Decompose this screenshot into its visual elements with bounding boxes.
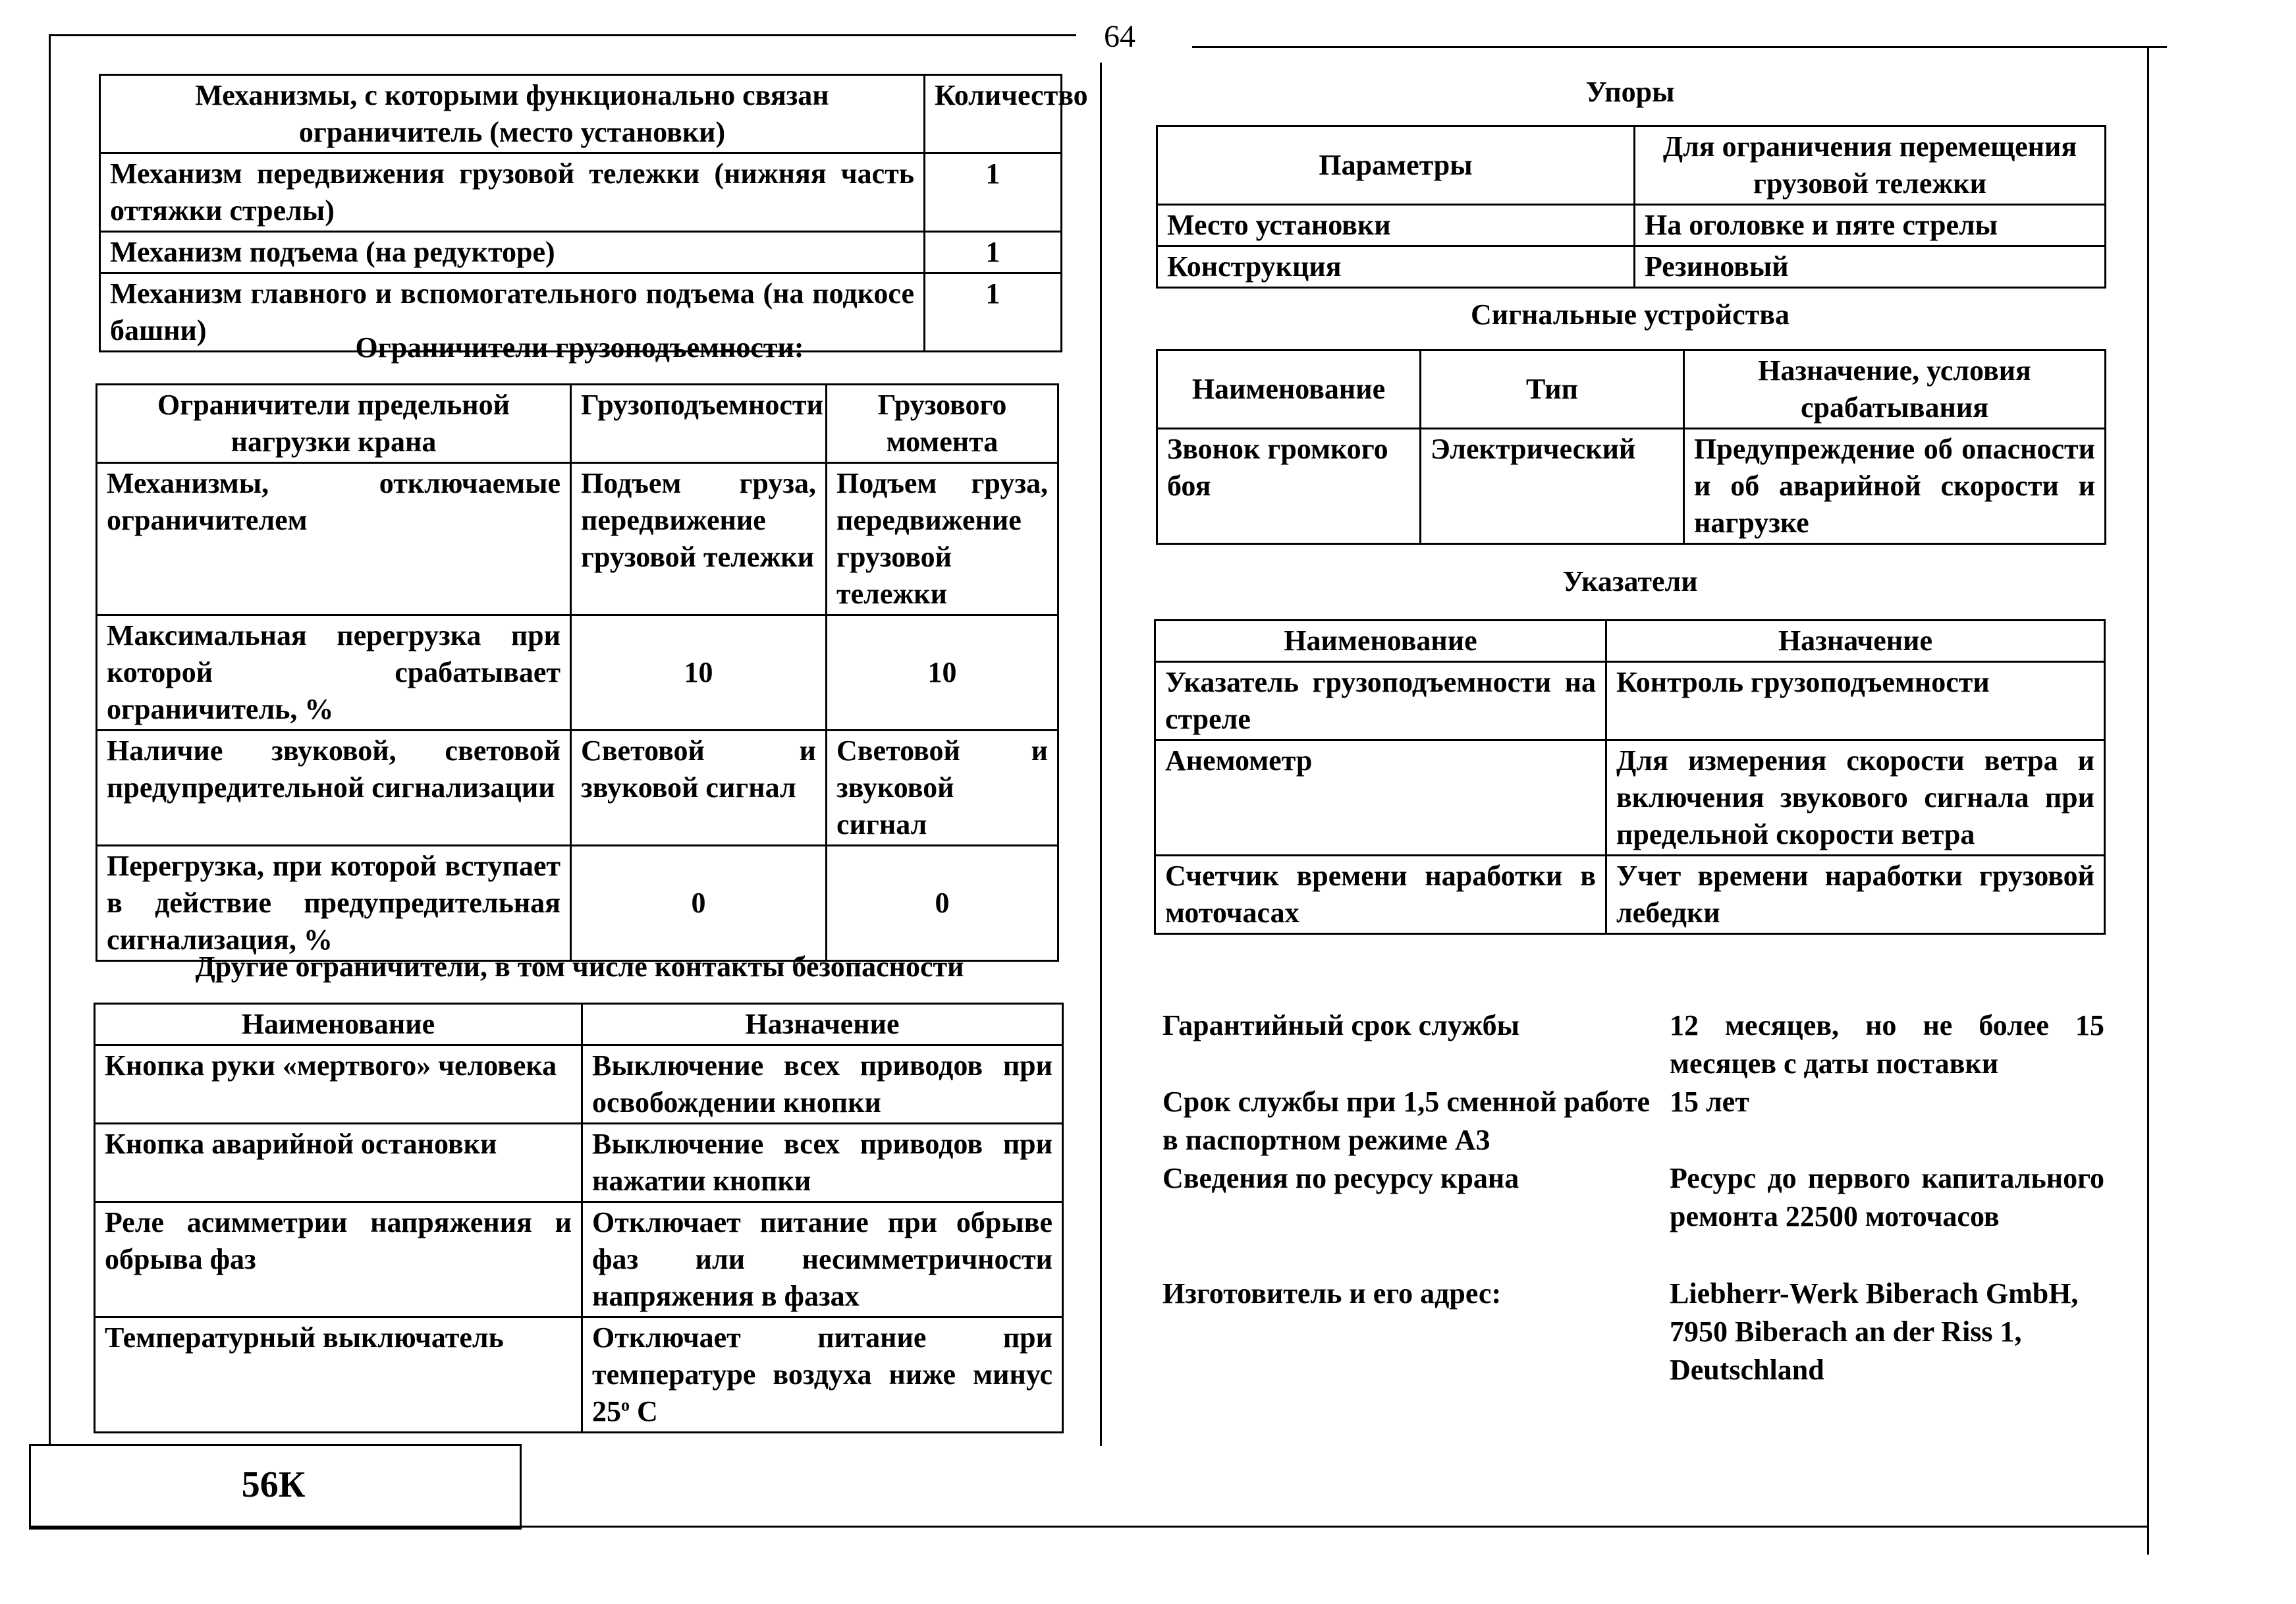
limiters-title: Ограничители грузоподъемности: xyxy=(355,331,804,364)
table-cell: Механизм подъема (на редукторе) xyxy=(100,232,925,273)
table-cell: Кнопка руки «мертвого» человека xyxy=(95,1045,582,1124)
page-number: 64 xyxy=(1104,19,1135,54)
table-header-row xyxy=(1157,126,2106,205)
table-header-cell: Тип xyxy=(1421,350,1684,429)
table-cell: 0 xyxy=(827,846,1058,961)
resource-label: Сведения по ресурсу крана xyxy=(1162,1162,1519,1194)
table-row xyxy=(95,1202,1063,1317)
service-life-label: Срок службы при 1,5 сменной работе в паспортном режиме А3 xyxy=(1162,1086,1650,1156)
table-header-cell: Наименование xyxy=(1155,621,1606,662)
table-cell: Перегрузка, при которой вступает в действие предупредительная сигнализация, % xyxy=(97,846,571,961)
table-cell: Конструкция xyxy=(1157,246,1635,288)
table-cell: 10 xyxy=(827,615,1058,731)
stamp-label: 56К xyxy=(241,1464,306,1505)
table-cell: Выключение всех приводов при освобождении кнопки xyxy=(582,1045,1063,1124)
table-cell: Механизм передвижения грузовой тележки (нижняя часть оттяжки стрелы) xyxy=(100,153,925,232)
manufacturer-label: Изготовитель и его адрес: xyxy=(1162,1277,1502,1310)
degree-sign: o xyxy=(621,1395,630,1415)
table-header-cell: Механизмы, с которыми функционально связан ограничитель (место установки) xyxy=(100,75,925,153)
table-row xyxy=(100,232,1062,273)
table-cell: Предупреждение об опасности и об аварийной скорости и нагрузке xyxy=(1684,429,2106,544)
center-divider xyxy=(1100,63,1102,1446)
table-cell: Световой и звуковой сигнал xyxy=(571,731,827,846)
table-cell: Указатель грузоподъемности на стреле xyxy=(1155,662,1606,740)
warranty-value: 12 месяцев, но не более 15 месяцев с даты поставки xyxy=(1670,1009,2104,1080)
table-cell: Выключение всех приводов при нажатии кнопки xyxy=(582,1124,1063,1202)
table-cell: Анемометр xyxy=(1155,740,1606,856)
table-header-cell: Наименование xyxy=(95,1004,582,1045)
manufacturer-value: Liebherr-Werk Biberach GmbH, 7950 Biberach an der Riss 1, Deutschland xyxy=(1670,1277,2079,1386)
indicators-title: Указатели xyxy=(1562,565,1698,597)
table-row xyxy=(95,1317,1063,1433)
table-cell: Температурный выключатель xyxy=(95,1317,582,1433)
table-cell: Контроль грузоподъемности xyxy=(1606,662,2105,740)
table-cell: Учет времени наработки грузовой лебедки xyxy=(1606,856,2105,934)
table-row xyxy=(95,1045,1063,1124)
table-header-row xyxy=(1155,621,2105,662)
stops-table xyxy=(1156,125,2106,289)
table-cell: Резиновый xyxy=(1635,246,2106,288)
table-header-cell: Для ограничения перемещения грузовой тележки xyxy=(1635,126,2106,205)
frame-top-right xyxy=(1192,46,2167,48)
warranty-label: Гарантийный срок службы xyxy=(1162,1009,1519,1041)
table-cell: Максимальная перегрузка при которой срабатывает ограничитель, % xyxy=(97,615,571,731)
signal-devices-table xyxy=(1156,349,2106,545)
table-cell: 1 xyxy=(925,232,1062,273)
table-row xyxy=(1155,662,2105,740)
table-header-row xyxy=(95,1004,1063,1045)
service-life-value: 15 лет xyxy=(1670,1086,1749,1118)
table-cell: Кнопка аварийной остановки xyxy=(95,1124,582,1202)
resource-value: Ресурс до первого капитального ремонта 22500 моточасов xyxy=(1670,1162,2104,1232)
table-cell: На оголовке и пяте стрелы xyxy=(1635,205,2106,246)
table-row xyxy=(1157,246,2106,288)
table-cell: Отключает питание при обрыве фаз или несимметричности напряжения в фазах xyxy=(582,1202,1063,1317)
table-row xyxy=(95,1124,1063,1202)
mechanisms-table xyxy=(99,74,1088,352)
temperature-unit: C xyxy=(630,1395,658,1427)
table-row xyxy=(97,463,1058,615)
table-cell: Для измерения скорости ветра и включения звукового сигнала при предельной скорости ветра xyxy=(1606,740,2105,856)
table-row xyxy=(97,846,1058,961)
table-header-row xyxy=(97,385,1058,463)
table-cell: Механизм главного и вспомогательного подъема (на подкосе башни) xyxy=(100,273,925,352)
limiters-table xyxy=(96,383,1059,962)
table-header-cell: Грузового момента xyxy=(827,385,1058,463)
table-header-cell: Наименование xyxy=(1157,350,1421,429)
indicators-table xyxy=(1154,619,2106,935)
table-cell: Подъем груза, передвижение грузовой тележки xyxy=(571,463,827,615)
table-cell: Подъем груза, передвижение грузовой тележки xyxy=(827,463,1058,615)
table-cell: 10 xyxy=(571,615,827,731)
table-header-row xyxy=(1157,350,2106,429)
table-cell: 0 xyxy=(571,846,827,961)
table-row xyxy=(100,153,1062,232)
table-row xyxy=(97,731,1058,846)
table-header-cell: Назначение xyxy=(582,1004,1063,1045)
table-cell: Звонок громкого боя xyxy=(1157,429,1421,544)
frame-right xyxy=(2147,46,2149,1555)
table-cell: Механизмы, отключаемые ограничителем xyxy=(97,463,571,615)
table-cell xyxy=(582,1317,1063,1433)
temperature-text: Отключает питание при температуре воздуха ниже минус 25 xyxy=(592,1321,1052,1427)
table-header-cell: Назначение, условия срабатывания xyxy=(1684,350,2106,429)
table-row xyxy=(1155,740,2105,856)
other-limiters-title: Другие ограничители, в том числе контакты безопасности xyxy=(195,951,964,983)
table-row xyxy=(1157,429,2106,544)
table-cell: Световой и звуковой сигнал xyxy=(827,731,1058,846)
table-cell: Электрический xyxy=(1421,429,1684,544)
table-header-row xyxy=(100,75,1062,153)
frame-top-left xyxy=(49,34,1076,36)
signal-devices-title: Сигнальные устройства xyxy=(1470,298,1790,331)
table-cell: Счетчик времени наработки в моточасах xyxy=(1155,856,1606,934)
table-cell: Место установки xyxy=(1157,205,1635,246)
table-cell: 1 xyxy=(925,153,1062,232)
table-header-cell: Количество xyxy=(925,75,1062,153)
table-header-cell: Параметры xyxy=(1157,126,1635,205)
table-cell: Наличие звуковой, световой предупредительной сигнализации xyxy=(97,731,571,846)
frame-left xyxy=(49,34,51,1444)
table-header-cell: Назначение xyxy=(1606,621,2105,662)
table-cell: 1 xyxy=(925,273,1062,352)
other-limiters-table xyxy=(94,1003,1064,1433)
table-row xyxy=(97,615,1058,731)
table-row xyxy=(1157,205,2106,246)
table-row xyxy=(1155,856,2105,934)
table-cell: Реле асимметрии напряжения и обрыва фаз xyxy=(95,1202,582,1317)
stops-title: Упоры xyxy=(1585,76,1675,108)
table-header-cell: Грузоподъемности xyxy=(571,385,827,463)
table-header-cell: Ограничители предельной нагрузки крана xyxy=(97,385,571,463)
